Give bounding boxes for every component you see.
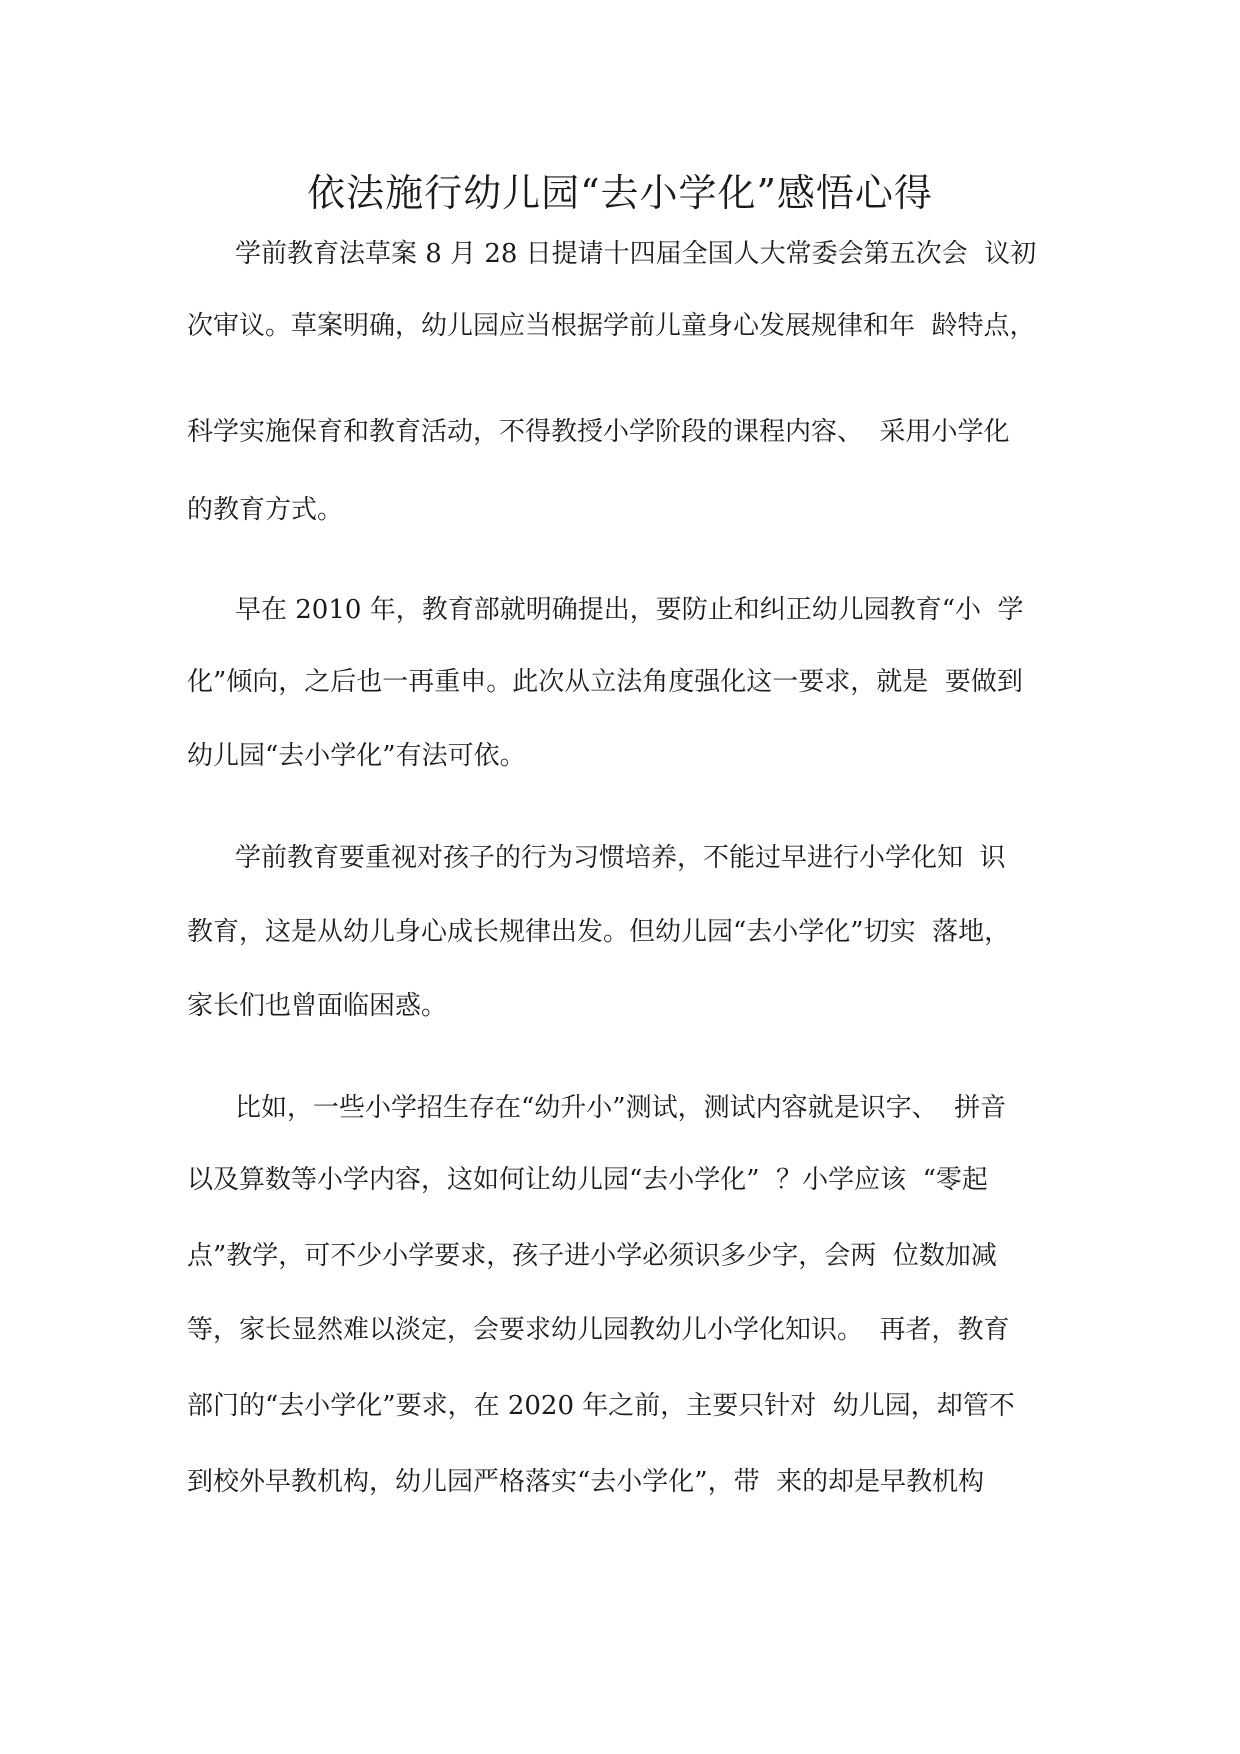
document-title: 依法施行幼儿园“去小学化”感悟心得	[307, 171, 933, 215]
paragraph-line: 的教育方式。	[187, 495, 344, 525]
paragraph-line: 等，家长显然难以淡定，会要求幼儿园教幼儿小学化知识。 再者，教育	[187, 1315, 1010, 1345]
paragraph-line: 科学实施保育和教育活动，不得教授小学阶段的课程内容、 采用小学化	[187, 417, 1010, 447]
paragraph-line: 幼儿园“去小学化”有法可依。	[187, 741, 526, 771]
paragraph-line: 比如，一些小学招生存在“幼升小”测试，测试内容就是识字、 拼音	[235, 1093, 1007, 1123]
paragraph-line: 到校外早教机构，幼儿园严格落实“去小学化”，带 来的却是早教机构	[187, 1467, 985, 1497]
paragraph-line: 以及算数等小学内容，这如何让幼儿园“去小学化” ？小学应该 “零起	[187, 1165, 988, 1195]
paragraph-line: 部门的“去小学化”要求，在 2020 年之前，主要只针对 幼儿园，却管不	[187, 1391, 1015, 1421]
paragraph-line: 家长们也曾面临困惑。	[187, 991, 448, 1021]
paragraph-line: 教育，这是从幼儿身心成长规律出发。但幼儿园“去小学化”切实 落地，	[187, 917, 1011, 947]
paragraph-line: 学前教育要重视对孩子的行为习惯培养，不能过早进行小学化知 识	[235, 843, 1006, 873]
paragraph-line: 早在 2010 年，教育部就明确提出，要防止和纠正幼儿园教育“小 学	[235, 595, 1024, 625]
paragraph-line: 次审议。草案明确，幼儿园应当根据学前儿童身心发展规律和年 龄特点，	[187, 311, 1036, 341]
paragraph-line: 点”教学，可不少小学要求，孩子进小学必须识多少字，会两 位数加减	[187, 1241, 997, 1271]
paragraph-line: 学前教育法草案 8 月 28 日提请十四届全国人大常委会第五次会 议初	[235, 239, 1037, 269]
paragraph-line: 化”倾向，之后也一再重申。此次从立法角度强化这一要求，就是 要做到	[187, 667, 1023, 697]
